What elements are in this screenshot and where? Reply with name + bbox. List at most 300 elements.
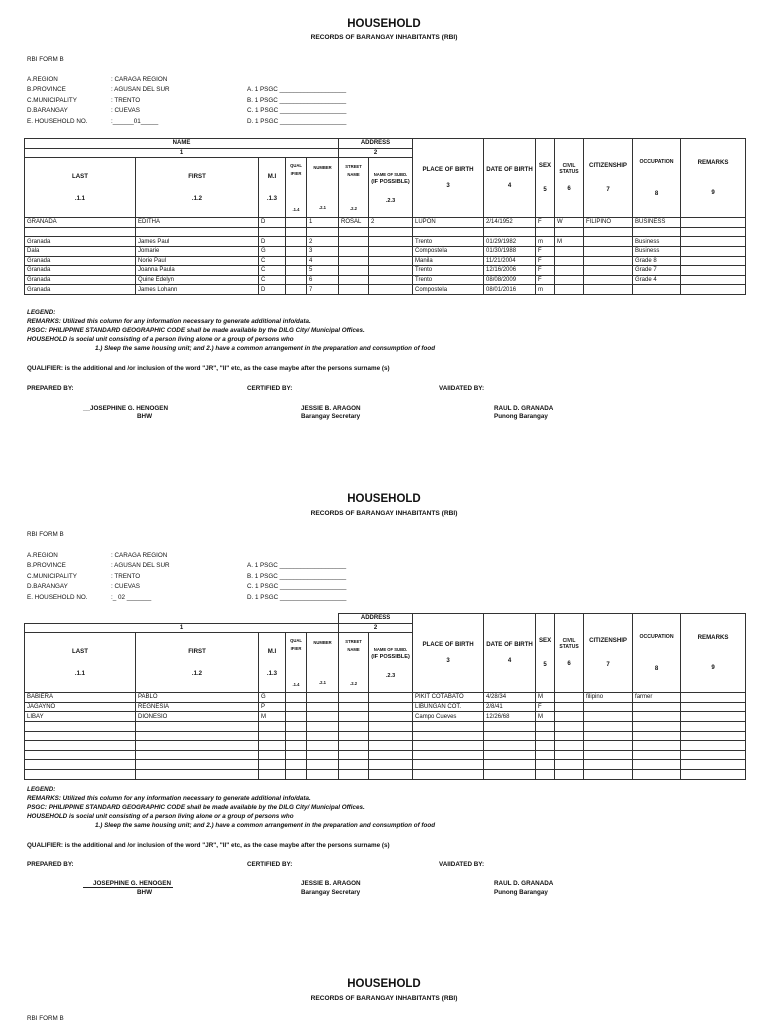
field-label-province-2: B.PROVINCE bbox=[27, 562, 66, 569]
cell-number bbox=[307, 702, 339, 712]
cell-last bbox=[25, 227, 136, 237]
field-label-region-2: A.REGION bbox=[27, 552, 58, 559]
cell-sex: m bbox=[536, 285, 555, 295]
cell-street bbox=[339, 693, 369, 703]
cell-dob bbox=[484, 227, 536, 237]
cell-sex: F bbox=[536, 266, 555, 276]
header-name-num: 1 bbox=[25, 148, 339, 158]
page-title-3: HOUSEHOLD bbox=[347, 978, 421, 990]
cell-dob: 2/8/41 bbox=[484, 702, 536, 712]
cell-civil bbox=[555, 741, 584, 751]
cell-street bbox=[339, 741, 369, 751]
cell-place: Trento bbox=[413, 266, 484, 276]
cell-place bbox=[413, 721, 484, 731]
cell-mi: C bbox=[259, 266, 286, 276]
cell-civil: M bbox=[555, 237, 584, 247]
legend-remarks: REMARKS: Utilized this column for any information necessary to generate additional info/data. bbox=[27, 318, 311, 325]
header-first-num: .1.2 bbox=[191, 194, 203, 202]
cell-number bbox=[307, 741, 339, 751]
cell-citizenship: FILIPINO bbox=[584, 218, 633, 228]
header-name: NAME bbox=[25, 139, 339, 149]
cell-qualifier bbox=[286, 750, 307, 760]
header-civil-num: 6 bbox=[567, 185, 571, 193]
cell-qualifier bbox=[286, 721, 307, 731]
cell-number: 6 bbox=[307, 275, 339, 285]
cell-subd bbox=[369, 712, 413, 722]
cell-street bbox=[339, 769, 369, 779]
header-street bbox=[339, 158, 369, 218]
cell-remarks bbox=[681, 750, 746, 760]
cell-sex: M bbox=[536, 693, 555, 703]
cell-last: Granada bbox=[25, 285, 136, 295]
header-street-label-2: STREET NAME bbox=[345, 638, 362, 652]
cell-last: BABIERA bbox=[25, 693, 136, 703]
cell-qualifier bbox=[286, 285, 307, 295]
cell-qualifier bbox=[286, 256, 307, 266]
cell-first bbox=[136, 769, 259, 779]
header-number bbox=[307, 158, 339, 218]
cell-dob: 12/16/2006 bbox=[484, 266, 536, 276]
header-dob-label-2: DATE OF BIRTH bbox=[486, 641, 533, 649]
cell-subd bbox=[369, 256, 413, 266]
cell-occupation bbox=[633, 731, 681, 741]
header-address-num-2: 2 bbox=[339, 623, 413, 633]
cell-citizenship bbox=[584, 227, 633, 237]
cell-first: EDITHA bbox=[136, 218, 259, 228]
cell-civil bbox=[555, 693, 584, 703]
legend-remarks-2: REMARKS: Utilized this column for any information necessary to generate additional info/data. bbox=[27, 795, 311, 802]
rbi-table-1 bbox=[24, 138, 746, 295]
cell-remarks bbox=[681, 693, 746, 703]
cell-sex: F bbox=[536, 246, 555, 256]
header-occupation-2 bbox=[633, 614, 681, 693]
cell-remarks bbox=[681, 285, 746, 295]
cell-qualifier bbox=[286, 237, 307, 247]
table-row bbox=[25, 693, 746, 703]
cell-dob: 08/01/2016 bbox=[484, 285, 536, 295]
cell-street: ROSAL bbox=[339, 218, 369, 228]
cell-first: DIONESIO bbox=[136, 712, 259, 722]
table-row bbox=[25, 731, 746, 741]
cell-last bbox=[25, 721, 136, 731]
psgc-d-2: D. 1 PSGC ___________________ bbox=[247, 593, 347, 601]
cell-citizenship bbox=[584, 237, 633, 247]
cell-first: James Paul bbox=[136, 237, 259, 247]
field-label-household-no-2: E. HOUSEHOLD NO. bbox=[27, 593, 88, 601]
cell-first bbox=[136, 731, 259, 741]
cell-first: Norie Paul bbox=[136, 256, 259, 266]
prepared-by-label-2: PREPARED BY: bbox=[27, 861, 74, 868]
cell-dob bbox=[484, 760, 536, 770]
cell-mi: G bbox=[259, 693, 286, 703]
legend-title: LEGEND: bbox=[27, 309, 56, 316]
cell-place: Manila bbox=[413, 256, 484, 266]
cell-civil bbox=[555, 266, 584, 276]
cell-sex bbox=[536, 769, 555, 779]
cell-last bbox=[25, 769, 136, 779]
table-row bbox=[25, 256, 746, 266]
header-occupation-label: OCCUPATION bbox=[639, 159, 674, 166]
cell-last: Granada bbox=[25, 237, 136, 247]
cell-subd bbox=[369, 702, 413, 712]
header-remarks-label-2: REMARKS bbox=[697, 634, 729, 642]
cell-place: Compostela bbox=[413, 285, 484, 295]
cell-mi bbox=[259, 731, 286, 741]
header-number-label: NUMBER bbox=[313, 164, 332, 170]
cell-occupation: Business bbox=[633, 246, 681, 256]
cell-place: Campo Cueves bbox=[413, 712, 484, 722]
header-place-num: 3 bbox=[446, 182, 450, 190]
cell-mi: D bbox=[259, 237, 286, 247]
header-occupation-num-2: 8 bbox=[654, 665, 659, 673]
cell-mi bbox=[259, 760, 286, 770]
header-first-num-2: .1.2 bbox=[191, 669, 203, 677]
field-label-municipality: C.MUNICIPALITY bbox=[27, 96, 77, 104]
header-subd bbox=[369, 158, 413, 218]
header-mi-label: M.I bbox=[267, 172, 277, 180]
cell-number: 7 bbox=[307, 285, 339, 295]
legend-household-detail: 1.) Sleep the same housing unit; and 2.) have a common arrangement in the preparation and consumption of food bbox=[95, 345, 436, 352]
cell-number bbox=[307, 750, 339, 760]
header-address-2: ADDRESS bbox=[339, 614, 413, 624]
cell-remarks bbox=[681, 266, 746, 276]
cell-number bbox=[307, 227, 339, 237]
cell-dob bbox=[484, 721, 536, 731]
cell-last: GRANADA bbox=[25, 218, 136, 228]
cell-mi: G bbox=[259, 246, 286, 256]
cell-remarks bbox=[681, 731, 746, 741]
cell-qualifier bbox=[286, 227, 307, 237]
cell-remarks bbox=[681, 712, 746, 722]
header-qualifier-num-2: .1.4 bbox=[292, 681, 300, 687]
cell-sex bbox=[536, 731, 555, 741]
cell-remarks bbox=[681, 702, 746, 712]
field-value-barangay: : CUEVAS bbox=[111, 107, 140, 114]
cell-citizenship bbox=[584, 702, 633, 712]
header-date-of-birth-2 bbox=[484, 614, 536, 693]
cell-qualifier bbox=[286, 275, 307, 285]
cell-occupation bbox=[633, 760, 681, 770]
cell-remarks bbox=[681, 246, 746, 256]
field-value-municipality: : TRENTO bbox=[111, 96, 141, 104]
psgc-d: D. 1 PSGC ___________________ bbox=[247, 117, 347, 125]
cell-sex bbox=[536, 760, 555, 770]
cell-street bbox=[339, 246, 369, 256]
captain-name: RAUL D. GRANADA bbox=[494, 405, 554, 412]
cell-street bbox=[339, 760, 369, 770]
header-dob-num-2: 4 bbox=[507, 657, 512, 665]
cell-street bbox=[339, 702, 369, 712]
cell-civil bbox=[555, 285, 584, 295]
header-civil-status bbox=[555, 139, 584, 218]
cell-place bbox=[413, 731, 484, 741]
cell-civil bbox=[555, 275, 584, 285]
header-last-label-2: LAST bbox=[72, 647, 88, 655]
field-label-province: B.PROVINCE bbox=[27, 86, 66, 93]
cell-citizenship bbox=[584, 750, 633, 760]
cell-citizenship bbox=[584, 769, 633, 779]
cell-number bbox=[307, 721, 339, 731]
cell-dob: 12/26/68 bbox=[484, 712, 536, 722]
cell-street bbox=[339, 237, 369, 247]
cell-mi bbox=[259, 721, 286, 731]
household-no-colon: : bbox=[111, 117, 113, 125]
secretary-name-2: JESSIE B. ARAGON bbox=[301, 880, 361, 887]
header-name-num-2: 1 bbox=[25, 623, 339, 633]
header-remarks-2 bbox=[681, 614, 746, 693]
header-number-num-2: .2.1 bbox=[319, 679, 327, 685]
cell-subd bbox=[369, 227, 413, 237]
header-sex-num-2: 5 bbox=[543, 661, 547, 669]
cell-place bbox=[413, 769, 484, 779]
cell-remarks bbox=[681, 741, 746, 751]
cell-number: 1 bbox=[307, 218, 339, 228]
cell-dob: 2/14/1952 bbox=[484, 218, 536, 228]
header-dob-label: DATE OF BIRTH bbox=[486, 166, 533, 174]
cell-civil bbox=[555, 246, 584, 256]
cell-number: 2 bbox=[307, 237, 339, 247]
psgc-b: B. 1 PSGC ___________________ bbox=[247, 96, 347, 104]
psgc-c-2: C. 1 PSGC ___________________ bbox=[247, 583, 347, 590]
header-subd-label-2: NAME OF SUBD. bbox=[373, 646, 408, 652]
cell-sex bbox=[536, 227, 555, 237]
cell-occupation: Grade 8 bbox=[633, 256, 681, 266]
table-row bbox=[25, 218, 746, 228]
cell-sex: F bbox=[536, 702, 555, 712]
field-value-barangay-2: : CUEVAS bbox=[111, 583, 140, 590]
table-row bbox=[25, 750, 746, 760]
cell-sex: F bbox=[536, 275, 555, 285]
header-citizenship-num: 7 bbox=[606, 186, 610, 194]
header-mi-label-2: M.I bbox=[267, 647, 277, 655]
legend-household: HOUSEHOLD is social unit consisting of a person living alone or a group of persons who bbox=[27, 336, 294, 343]
header-street-2 bbox=[339, 633, 369, 693]
cell-subd: 2 bbox=[369, 218, 413, 228]
cell-citizenship bbox=[584, 760, 633, 770]
cell-sex bbox=[536, 750, 555, 760]
cell-mi bbox=[259, 750, 286, 760]
header-citizenship bbox=[584, 139, 633, 218]
cell-number bbox=[307, 760, 339, 770]
cell-dob: 01/30/1988 bbox=[484, 246, 536, 256]
cell-street bbox=[339, 227, 369, 237]
header-occupation bbox=[633, 139, 681, 218]
cell-dob: 01/29/1982 bbox=[484, 237, 536, 247]
cell-street bbox=[339, 285, 369, 295]
table-row bbox=[25, 741, 746, 751]
header-citizenship-num-2: 7 bbox=[606, 661, 610, 669]
field-label-barangay: D.BARANGAY bbox=[27, 107, 68, 114]
cell-street bbox=[339, 731, 369, 741]
cell-occupation: Business bbox=[633, 237, 681, 247]
cell-sex bbox=[536, 741, 555, 751]
cell-street bbox=[339, 266, 369, 276]
cell-mi bbox=[259, 227, 286, 237]
captain-title-2: Punong Barangay bbox=[494, 889, 548, 896]
cell-last: JAGAYNO bbox=[25, 702, 136, 712]
cell-citizenship bbox=[584, 256, 633, 266]
header-first-label-2: FIRST bbox=[188, 647, 206, 655]
header-address-num: 2 bbox=[339, 148, 413, 158]
cell-dob bbox=[484, 741, 536, 751]
page-title-2: HOUSEHOLD bbox=[347, 493, 421, 505]
cell-civil bbox=[555, 769, 584, 779]
header-number-label-2: NUMBER bbox=[313, 639, 332, 645]
table-row bbox=[25, 760, 746, 770]
field-value-household-no bbox=[111, 118, 158, 125]
cell-mi: M bbox=[259, 712, 286, 722]
field-label-barangay-2: D.BARANGAY bbox=[27, 583, 68, 590]
cell-first bbox=[136, 741, 259, 751]
header-citizenship-label-2: CITIZENSHIP bbox=[589, 637, 627, 645]
cell-remarks bbox=[681, 227, 746, 237]
page-subtitle-2: RECORDS OF BARANGAY INHABITANTS (RBI) bbox=[310, 510, 458, 517]
table-row bbox=[25, 237, 746, 247]
header-civil-num-2: 6 bbox=[567, 660, 571, 668]
header-first-label: FIRST bbox=[188, 172, 206, 180]
cell-place: Compostela bbox=[413, 246, 484, 256]
cell-last bbox=[25, 741, 136, 751]
cell-occupation bbox=[633, 721, 681, 731]
qualifier-note-2: QUALIFIER: is the additional and /or inclusion of the word "JR", "II" etc, as the case maybe after the persons surname (s) bbox=[27, 842, 390, 849]
cell-citizenship bbox=[584, 266, 633, 276]
cell-street bbox=[339, 712, 369, 722]
header-citizenship-label: CITIZENSHIP bbox=[589, 162, 627, 170]
cell-qualifier bbox=[286, 712, 307, 722]
header-qualifier-label: QUAL IFIER bbox=[290, 162, 302, 176]
qualifier-note: QUALIFIER: is the additional and /or inclusion of the word "JR", "II" etc, as the case maybe after the persons surname (s) bbox=[27, 365, 390, 372]
header-first bbox=[136, 158, 259, 218]
field-value-municipality-2: : TRENTO bbox=[111, 572, 141, 580]
cell-citizenship bbox=[584, 275, 633, 285]
cell-first: Quine Edelyn bbox=[136, 275, 259, 285]
cell-number bbox=[307, 769, 339, 779]
psgc-a: A. 1 PSGC ___________________ bbox=[247, 86, 347, 93]
header-date-of-birth bbox=[484, 139, 536, 218]
form-label-3: RBI FORM B bbox=[27, 1015, 64, 1022]
cell-last: LIBAY bbox=[25, 712, 136, 722]
cell-citizenship: filipino bbox=[584, 693, 633, 703]
cell-remarks bbox=[681, 275, 746, 285]
table-row bbox=[25, 721, 746, 731]
cell-dob: 11/21/2004 bbox=[484, 256, 536, 266]
cell-qualifier bbox=[286, 741, 307, 751]
header-subd-num-2: .2.3 bbox=[385, 672, 396, 679]
header-citizenship-2 bbox=[584, 614, 633, 693]
cell-citizenship bbox=[584, 285, 633, 295]
header-sex-num: 5 bbox=[543, 186, 547, 194]
header-civil-status-2 bbox=[555, 614, 584, 693]
header-number-num: .2.1 bbox=[319, 204, 326, 210]
header-civil-label: CIVIL STATUS bbox=[559, 163, 579, 176]
page-subtitle: RECORDS OF BARANGAY INHABITANTS (RBI) bbox=[310, 34, 458, 41]
cell-street bbox=[339, 750, 369, 760]
cell-sex bbox=[536, 721, 555, 731]
cell-subd bbox=[369, 750, 413, 760]
cell-qualifier bbox=[286, 218, 307, 228]
cell-subd bbox=[369, 693, 413, 703]
cell-occupation bbox=[633, 750, 681, 760]
cell-remarks bbox=[681, 237, 746, 247]
header-dob-num: 4 bbox=[507, 182, 512, 190]
header-mi-2 bbox=[259, 633, 286, 693]
cell-place bbox=[413, 760, 484, 770]
header-sex-label: SEX bbox=[538, 162, 552, 170]
secretary-title: Barangay Secretary bbox=[301, 413, 361, 420]
cell-number: 3 bbox=[307, 246, 339, 256]
bhw-name-2 bbox=[83, 880, 173, 888]
header-mi-num: .1.3 bbox=[266, 194, 278, 202]
cell-mi bbox=[259, 769, 286, 779]
cell-occupation: farmer bbox=[633, 693, 681, 703]
cell-occupation: Grade 7 bbox=[633, 266, 681, 276]
header-remarks-label: REMARKS bbox=[697, 159, 729, 167]
cell-civil bbox=[555, 702, 584, 712]
cell-qualifier bbox=[286, 702, 307, 712]
cell-sex: M bbox=[536, 712, 555, 722]
table-row bbox=[25, 769, 746, 779]
header-name-blank-2 bbox=[25, 614, 339, 624]
cell-first: REGNESIA bbox=[136, 702, 259, 712]
field-value-region-2: : CARAGA REGION bbox=[111, 552, 168, 559]
cell-civil bbox=[555, 256, 584, 266]
cell-number: 4 bbox=[307, 256, 339, 266]
cell-remarks bbox=[681, 760, 746, 770]
cell-place: LUPON bbox=[413, 218, 484, 228]
secretary-title-2: Barangay Secretary bbox=[301, 889, 361, 896]
header-subd-2 bbox=[369, 633, 413, 693]
header-place-label: PLACE OF BIRTH bbox=[422, 166, 474, 174]
cell-citizenship bbox=[584, 741, 633, 751]
cell-first bbox=[136, 750, 259, 760]
cell-subd bbox=[369, 760, 413, 770]
certified-by-label-2: CERTIFIED BY: bbox=[247, 861, 293, 868]
cell-citizenship bbox=[584, 721, 633, 731]
cell-number: 5 bbox=[307, 266, 339, 276]
table-row bbox=[25, 227, 746, 237]
cell-dob bbox=[484, 731, 536, 741]
field-value-household-no-2 bbox=[111, 594, 151, 601]
captain-title: Punong Barangay bbox=[494, 413, 548, 420]
field-label-municipality-2: C.MUNICIPALITY bbox=[27, 572, 77, 580]
cell-place bbox=[413, 741, 484, 751]
cell-qualifier bbox=[286, 769, 307, 779]
cell-first: James Lohann bbox=[136, 285, 259, 295]
header-place-label-2: PLACE OF BIRTH bbox=[422, 641, 474, 649]
table-row bbox=[25, 266, 746, 276]
cell-mi: D bbox=[259, 285, 286, 295]
certified-by-label: CERTIFIED BY: bbox=[247, 385, 293, 392]
cell-number bbox=[307, 693, 339, 703]
table-row bbox=[25, 285, 746, 295]
header-civil-label-2: CIVIL STATUS bbox=[559, 638, 579, 651]
header-last-num: .1.1 bbox=[74, 194, 86, 202]
cell-civil bbox=[555, 227, 584, 237]
cell-first bbox=[136, 227, 259, 237]
bhw-name-2-text: JOSEPHINE G. HENOGEN bbox=[83, 880, 173, 888]
cell-qualifier bbox=[286, 731, 307, 741]
cell-street bbox=[339, 256, 369, 266]
cell-mi: P bbox=[259, 702, 286, 712]
cell-first: PABLO bbox=[136, 693, 259, 703]
psgc-a-2: A. 1 PSGC ___________________ bbox=[247, 562, 347, 569]
cell-mi: C bbox=[259, 275, 286, 285]
cell-occupation bbox=[633, 702, 681, 712]
cell-subd bbox=[369, 237, 413, 247]
form-label-2: RBI FORM B bbox=[27, 531, 64, 538]
header-place-num-2: 3 bbox=[446, 657, 450, 665]
cell-dob: 08/08/2009 bbox=[484, 275, 536, 285]
